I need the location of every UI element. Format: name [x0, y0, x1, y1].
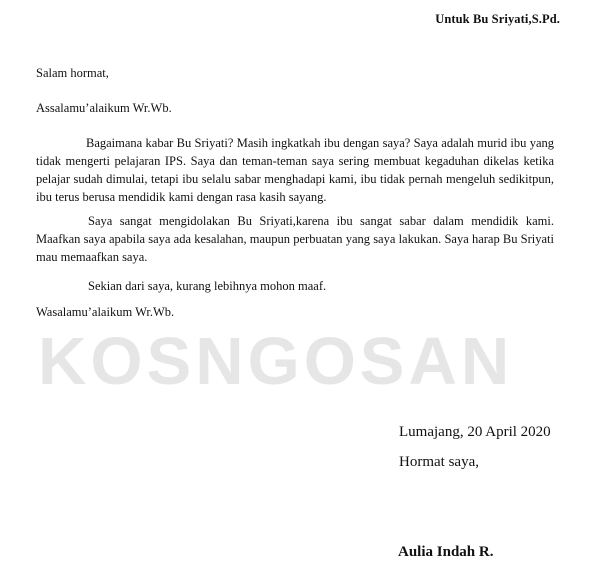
body-paragraph-3: Sekian dari saya, kurang lebihnya mohon maaf. [88, 279, 327, 293]
closing-phrase: Hormat saya, [399, 454, 479, 470]
recipient-line: Untuk Bu Sriyati,S.Pd. [435, 12, 560, 26]
body-paragraph-2: Saya sangat mengidolakan Bu Sriyati,karena ibu sangat sabar dalam mendidik kami. Maafkan saya apabila saya ada kesalahan, maupun perbuatan yang saya lakukan. Saya harap Bu Sriyati mau memaafkan saya. [36, 214, 554, 264]
place-and-date: Lumajang, 20 April 2020 [399, 424, 551, 440]
opening-salutation: Assalamu’alaikum Wr.Wb. [36, 101, 172, 115]
watermark-text: KOSNGOSAN [38, 324, 514, 399]
closing-salutation: Wasalamu’alaikum Wr.Wb. [36, 305, 175, 319]
signer-name: Aulia Indah R. [398, 544, 494, 560]
greeting: Salam hormat, [36, 66, 109, 80]
body-paragraph-1: Bagaimana kabar Bu Sriyati? Masih ingkatkah ibu dengan saya? Saya adalah murid ibu yang tidak mengerti pelajaran IPS. Saya dan teman-teman saya sering membuat kegaduhan dikelas ketika pelajar sudah dimulai, tetapi ibu selalu sabar menghadapi kami, ibu tidak pernah mengeluh sedikitpun, ibu terus berusa mendidik kami dengan rasa kasih sayang. [36, 136, 554, 204]
